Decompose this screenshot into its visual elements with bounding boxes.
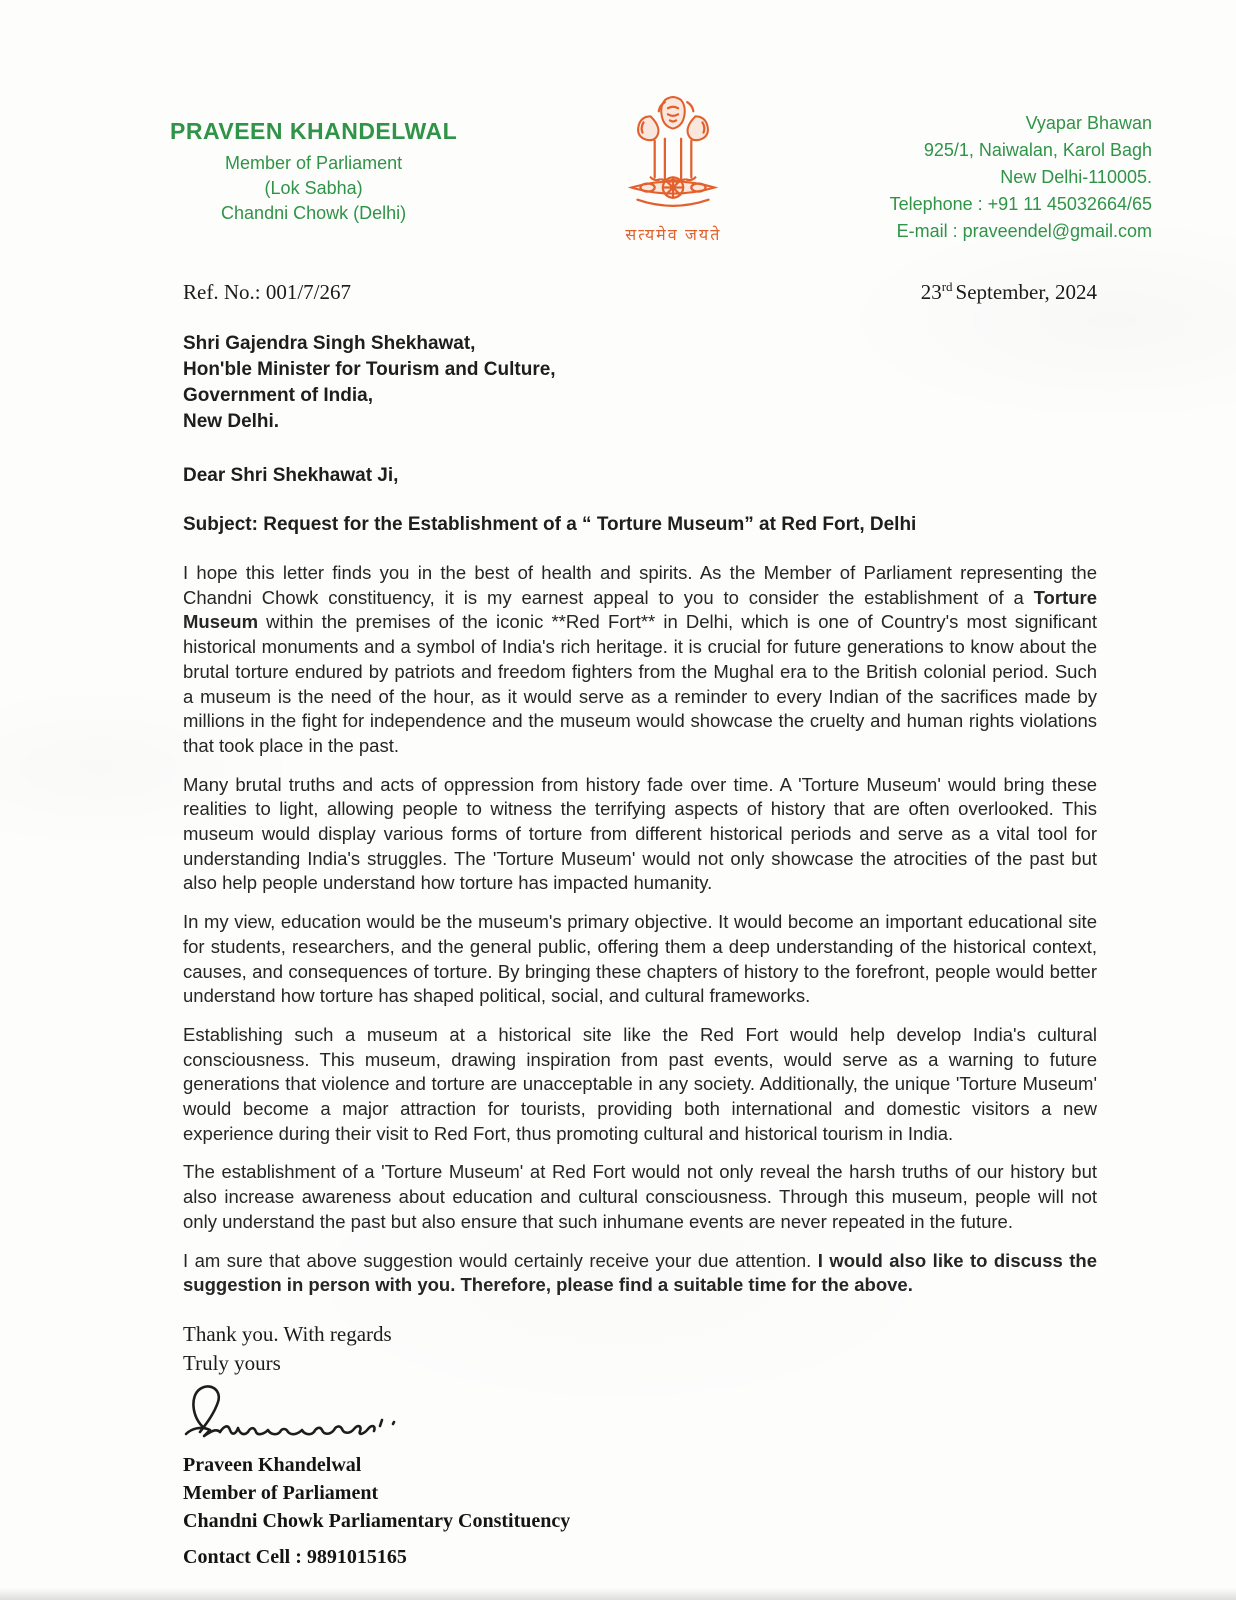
p6-bold-request: I would also like to discuss the suggestion in person with you. Therefore, please find a suitable time for the above.	[183, 1249, 1097, 1296]
address-line: 925/1, Naiwalan, Karol Bagh	[923, 140, 1152, 160]
recipient-line: Government of India,	[183, 385, 374, 406]
recipient-line: Shri Gajendra Singh Shekhawat,	[183, 333, 476, 354]
date-day: 23	[920, 280, 942, 304]
body-paragraph-1	[183, 561, 1097, 759]
date-rest: September, 2024	[955, 280, 1097, 304]
address-line: New Delhi-110005.	[1000, 167, 1152, 187]
signatory-title: Member of Parliament	[183, 1481, 379, 1504]
sender-identity	[170, 100, 457, 226]
p1-bold-torture-museum: Torture Museum	[183, 586, 1097, 633]
letter-date	[921, 279, 1097, 305]
recipient-block	[183, 331, 1097, 435]
address-line-telephone: Telephone : +91 11 45032664/65	[889, 194, 1152, 214]
sender-name: PRAVEEN KHANDELWAL	[170, 118, 458, 144]
subject-line: Subject: Request for the Establishment of a “ Torture Museum” at Red Fort, Delhi	[183, 514, 917, 535]
date-ordinal: rd	[941, 279, 953, 294]
recipient-line: Hon'ble Minister for Tourism and Culture,	[183, 359, 556, 380]
letter-body	[183, 561, 1097, 1298]
body-paragraph-3: In my view, education would be the museum's primary objective. It would become an important educational site for students, researchers, and the general public, offering them a deep understanding of the historical context, causes, and consequences of torture. By bringing these chapters of history to the forefront, people would better understand how torture has shaped political, social, and cultural frameworks.	[183, 911, 1097, 1007]
address-line-email: E-mail : praveendel@gmail.com	[896, 221, 1152, 241]
emblem-motto: सत्यमेव जयते	[625, 227, 722, 244]
national-emblem	[617, 94, 729, 245]
body-paragraph-2: Many brutal truths and acts of oppression from history fade over time. A 'Torture Museum' would bring these realities to light, allowing people to witness the terrifying aspects of history that are often overlooked. This museum would display various forms of torture from different historical periods and serve as a vital tool for understanding India's struggles. The 'Torture Museum' would not only showcase the atrocities of the past but also help people understand how torture has impacted humanity.	[183, 773, 1097, 894]
closing-thanks: Thank you. With regards	[183, 1321, 392, 1346]
signature-block	[183, 1451, 1097, 1571]
closing-block	[183, 1320, 1097, 1378]
salutation: Dear Shri Shekhawat Ji,	[183, 465, 399, 486]
signatory-name: Praveen Khandelwal	[183, 1453, 362, 1476]
signatory-contact: Contact Cell : 9891015165	[183, 1545, 407, 1568]
address-line: Vyapar Bhawan	[1025, 113, 1152, 133]
body-paragraph-6	[183, 1249, 1097, 1298]
sender-house: (Lok Sabha)	[264, 178, 363, 198]
closing-valediction: Truly yours	[183, 1350, 281, 1375]
reference-number: Ref. No.: 001/7/267	[183, 280, 351, 304]
letterhead	[0, 0, 1236, 245]
p6-pre: I am sure that above suggestion would certainly receive your due attention.	[183, 1249, 818, 1271]
body-paragraph-4: Establishing such a museum at a historical site like the Red Fort would help develop India's cultural consciousness. This museum, drawing inspiration from past events, would serve as a warning to future generations that violence and torture are unacceptable in any society. Additionally, the unique 'Torture Museum' would become a major attraction for tourists, providing both international and domestic visitors a new experience during their visit to Red Fort, thus promoting cultural and historical tourism in India.	[183, 1023, 1097, 1144]
signatory-constituency: Chandni Chowk Parliamentary Constituency	[183, 1509, 571, 1532]
india-national-emblem-icon	[617, 94, 729, 216]
body-paragraph-5: The establishment of a 'Torture Museum' at Red Fort would not only reveal the harsh truths of our history but also increase awareness about education and cultural consciousness. Through this museum, people will not only understand the past but also ensure that such inhumane events are never repeated in the future.	[183, 1161, 1097, 1232]
recipient-line: New Delhi.	[183, 411, 280, 432]
office-address	[890, 100, 1152, 245]
p1-post: within the premises of the iconic **Red Fort** in Delhi, which is one of Country's most significant historical monuments and a symbol of India's rich heritage. it is crucial for future generations to know about the brutal torture endured by patriots and freedom fighters from the Mughal era to the British colonial period. Such a museum is the need of the hour, as it would serve as a reminder to every Indian of the sacrifices made by millions in the fight for independence and the museum would showcase the cruelty and human rights violations that took place in the past.	[183, 611, 1097, 756]
sender-constituency: Chandni Chowk (Delhi)	[221, 203, 407, 223]
handwritten-signature-icon	[180, 1382, 1236, 1451]
sender-title: Member of Parliament	[225, 153, 403, 173]
p1-pre: I hope this letter finds you in the best of health and spirits. As the Member of Parliament representing the Chandni Chowk constituency, it is my earnest appeal to you to consider the establishment of a	[183, 562, 1097, 608]
reference-row	[183, 279, 1097, 305]
